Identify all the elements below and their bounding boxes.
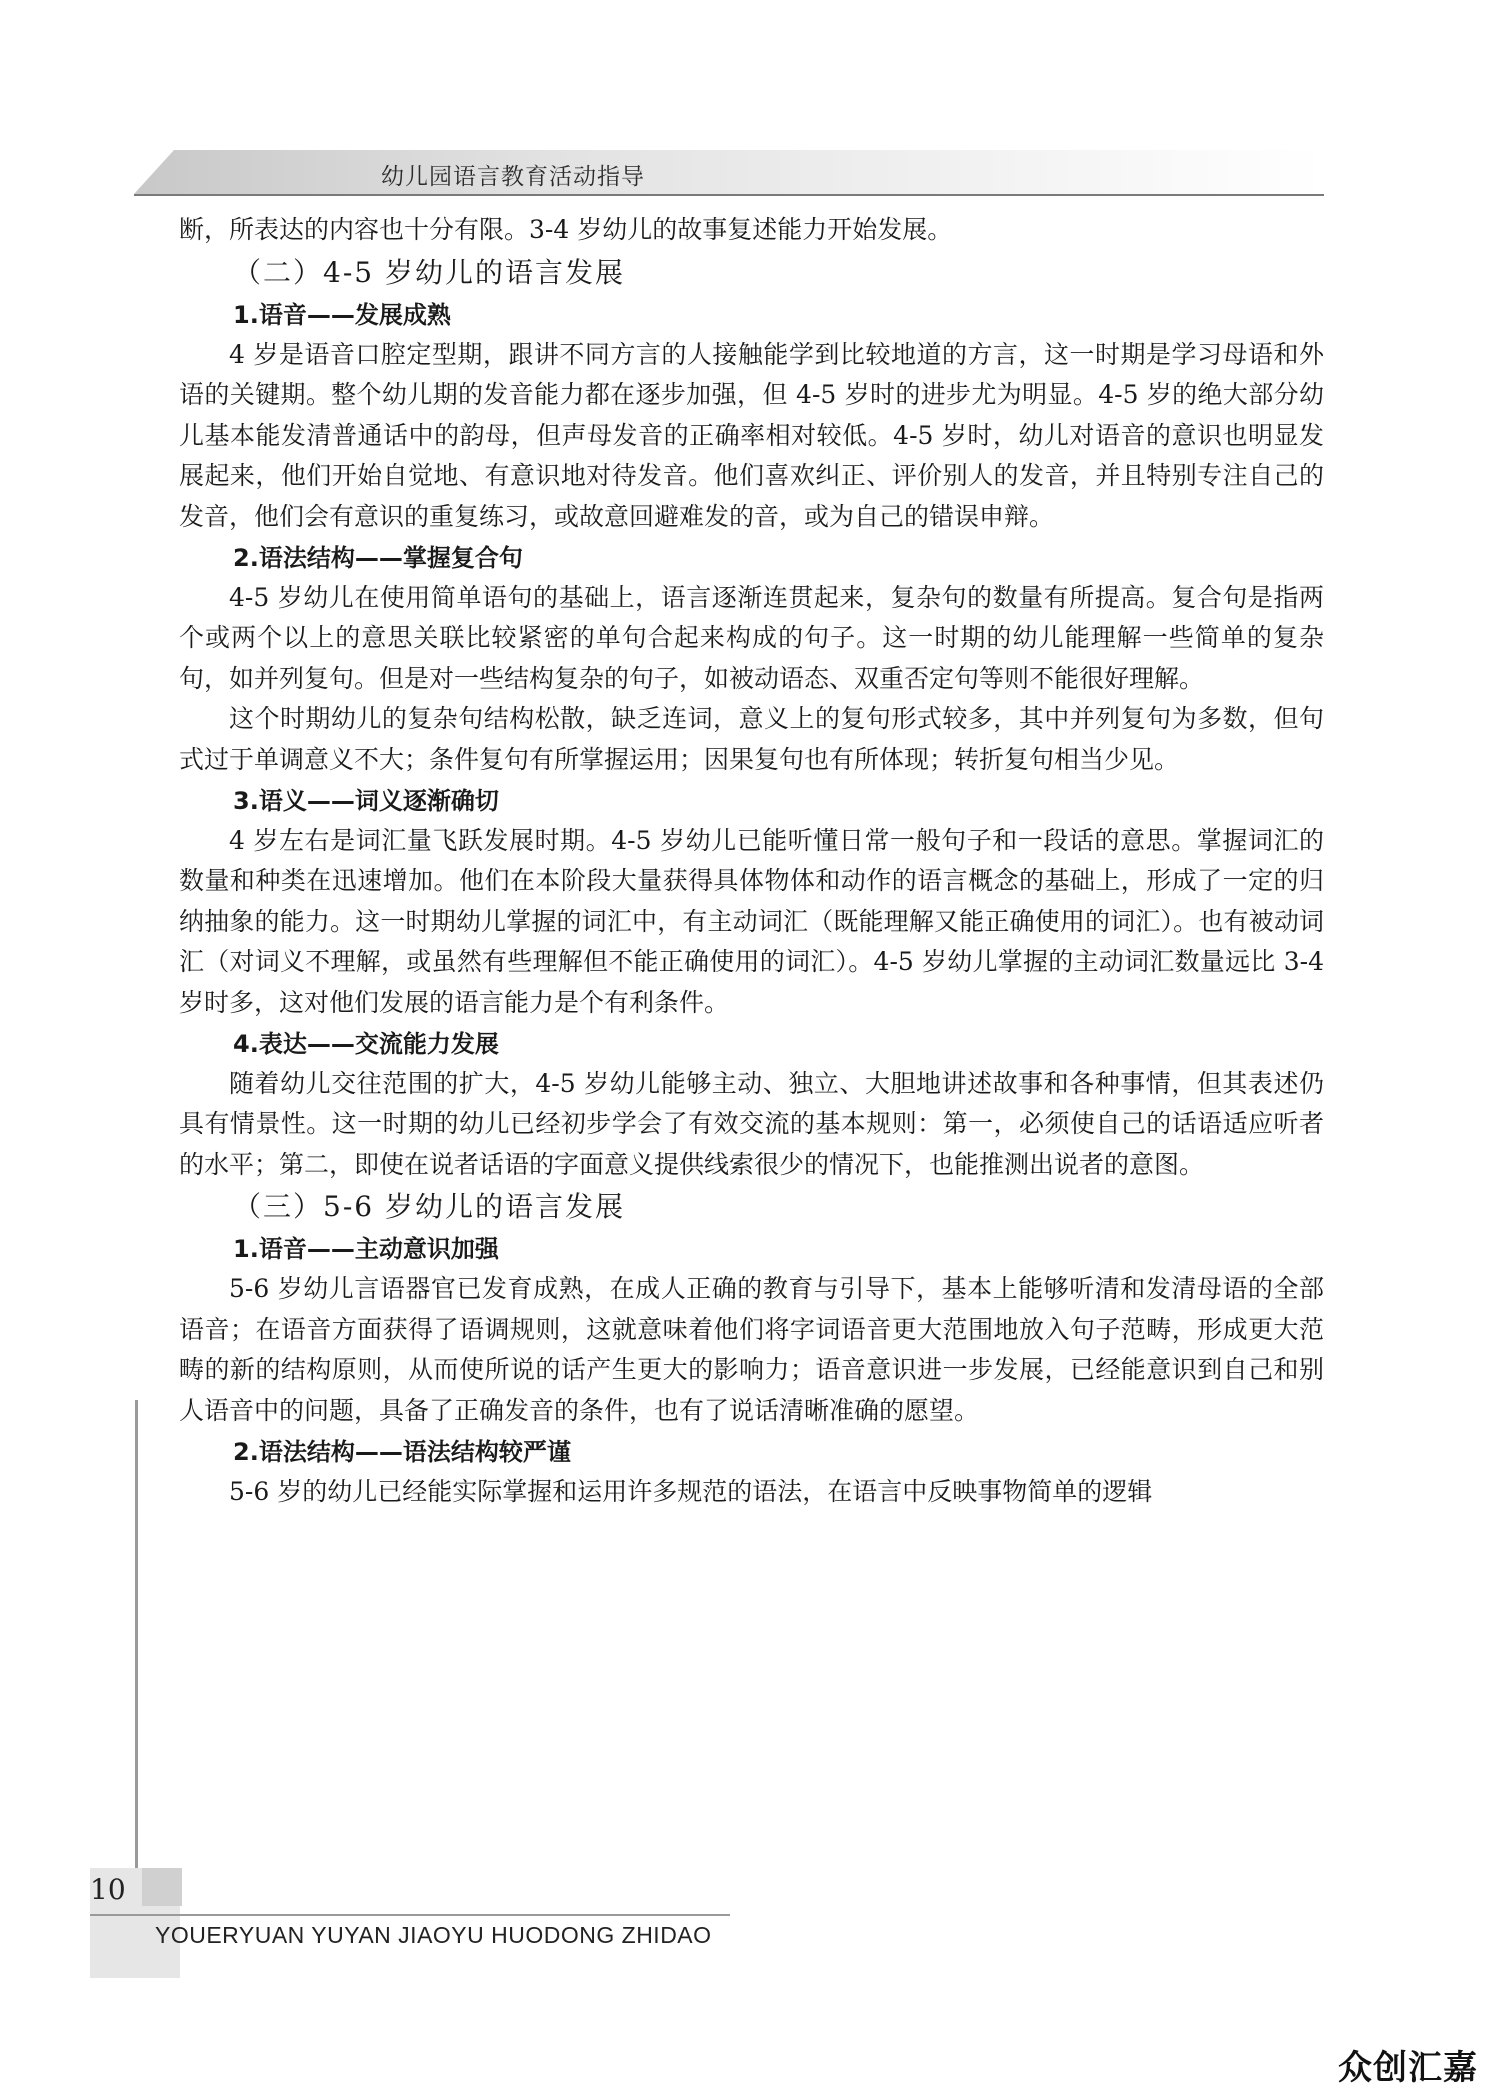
section-title-4-5: （二）4-5 岁幼儿的语言发展	[233, 255, 625, 289]
header-gradient-band	[134, 150, 1324, 196]
running-header	[134, 150, 1324, 196]
paragraph-expression-4-5: 随着幼儿交往范围的扩大，4-5 岁幼儿能够主动、独立、大胆地讲述故事和各种事情，但其表述仍具有情景性。这一时期的幼儿已经初步学会了有效交流的基本规则：第一，必须使自己的话语适应听者的水平；第二，即使在说者话语的字面意义提供线索很少的情况下，也能推测出说者的意图。	[179, 1068, 1324, 1179]
paragraph-grammar-4-5-a: 4-5 岁幼儿在使用简单语句的基础上，语言逐渐连贯起来，复杂句的数量有所提高。复合句是指两个或两个以上的意思关联比较紧密的单句合起来构成的句子。这一时期的幼儿能理解一些简单的复杂句，如并列复句。但是对一些结构复杂的句子，如被动语态、双重否定句等则不能很好理解。	[179, 582, 1324, 693]
paragraph-grammar-4-5-b: 这个时期幼儿的复杂句结构松散，缺乏连词，意义上的复句形式较多，其中并列复句为多数，但句式过于单调意义不大；条件复句有所掌握运用；因果复句也有所体现；转折复句相当少见。	[179, 704, 1324, 774]
book-title: 幼儿园语言教育活动指导	[381, 164, 645, 190]
page-number: 10	[90, 1873, 126, 1906]
subheading-phonetics-5-6: 1.语音——主动意识加强	[233, 1235, 499, 1264]
subheading-expression-4-5: 4.表达——交流能力发展	[233, 1029, 499, 1058]
paragraph-phonetics-5-6: 5-6 岁幼儿言语器官已发育成熟，在成人正确的教育与引导下，基本上能够听清和发清母语的全部语音；在语音方面获得了语调规则，这就意味着他们将字词语音更大范围地放入句子范畴，形成更大范畴的新的结构原则，从而使所说的话产生更大的影响力；语音意识进一步发展，已经能意识到自己和别人语音中的问题，具备了正确发音的条件，也有了说话清晰准确的愿望。	[179, 1274, 1324, 1426]
page-body	[179, 210, 1324, 1512]
section-title-5-6: （三）5-6 岁幼儿的语言发展	[233, 1190, 625, 1224]
subheading-phonetics-4-5: 1.语音——发展成熟	[233, 300, 451, 329]
watermark-logo: 众创汇嘉	[1338, 2048, 1478, 2088]
header-rule	[134, 194, 1324, 196]
intro-continuation: 断，所表达的内容也十分有限。3-4 岁幼儿的故事复述能力开始发展。	[179, 215, 953, 244]
paragraph-phonetics-4-5: 4 岁是语音口腔定型期，跟讲不同方言的人接触能学到比较地道的方言，这一时期是学习母语和外语的关键期。整个幼儿期的发音能力都在逐步加强，但 4-5 岁时的进步尤为明显。4-5 岁的绝大部分幼儿基本能发清普通话中的韵母，但声母发音的正确率相对较低。4-5 岁时，幼儿对语音的意识也明显发展起来，他们开始自觉地、有意识地对待发音。他们喜欢纠正、评价别人的发音，并且特别专注自己的发音，他们会有意识的重复练习，或故意回避难发的音，或为自己的错误申辩。	[179, 339, 1324, 531]
footer-dark-block	[142, 1868, 182, 1906]
footer-pinyin-title: YOUERYUAN YUYAN JIAOYU HUODONG ZHIDAO	[155, 1922, 712, 1948]
footer-horizontal-rule	[90, 1914, 730, 1916]
paragraph-semantics-4-5: 4 岁左右是词汇量飞跃发展时期。4-5 岁幼儿已能听懂日常一般句子和一段话的意思。掌握词汇的数量和种类在迅速增加。他们在本阶段大量获得具体物体和动作的语言概念的基础上，形成了一定的归纳抽象的能力。这一时期幼儿掌握的词汇中，有主动词汇（既能理解又能正确使用的词汇）。也有被动词汇（对词义不理解，或虽然有些理解但不能正确使用的词汇）。4-5 岁幼儿掌握的主动词汇数量远比 3-4 岁时多，这对他们发展的语言能力是个有利条件。	[179, 825, 1324, 1017]
paragraph-grammar-5-6: 5-6 岁的幼儿已经能实际掌握和运用许多规范的语法，在语言中反映事物简单的逻辑	[229, 1476, 1153, 1506]
subheading-grammar-5-6: 2.语法结构——语法结构较严谨	[233, 1437, 571, 1466]
subheading-semantics-4-5: 3.语义——词义逐渐确切	[233, 786, 499, 815]
subheading-grammar-4-5: 2.语法结构——掌握复合句	[233, 543, 523, 572]
